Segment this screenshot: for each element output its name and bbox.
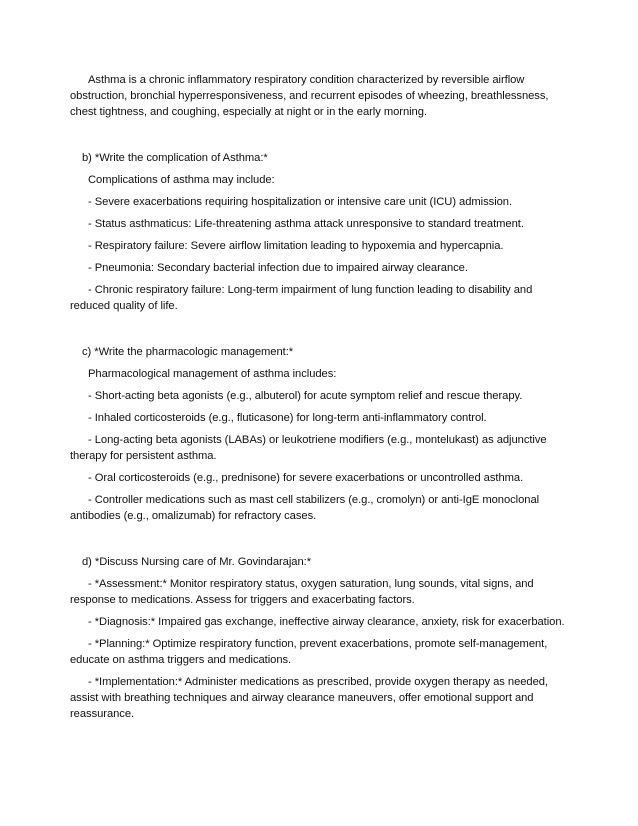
list-item: - *Implementation:* Administer medications as prescribed, provide oxygen therapy as needed, assist with breathing techniques and airway clearance maneuvers, offer emotional support and reassurance. [70, 676, 548, 720]
list-item: - Controller medications such as mast cell stabilizers (e.g., cromolyn) or anti-IgE monoclonal antibodies (e.g., omalizumab) for refractory cases. [70, 494, 540, 522]
list-item: - *Diagnosis:* Impaired gas exchange, ineffective airway clearance, anxiety, risk for exacerbation. [88, 616, 565, 628]
intro-paragraph: Asthma is a chronic inflammatory respiratory condition characterized by reversible airflow obstruction, bronchial hyperresponsiveness, and recurrent episodes of wheezing, breathlessness, chest tightness, and coughing, especially at night or in the early morning. [70, 74, 549, 118]
section-heading-pharmacologic: c) *Write the pharmacologic management:* [82, 346, 294, 358]
section-heading-complications: b) *Write the complication of Asthma:* [82, 152, 268, 164]
list-item: - *Planning:* Optimize respiratory function, prevent exacerbations, promote self-management, educate on asthma triggers and medications. [70, 638, 548, 666]
list-item: - Status asthmaticus: Life-threatening asthma attack unresponsive to standard treatment. [88, 218, 524, 230]
section-intro: Pharmacological management of asthma includes: [88, 368, 337, 380]
list-item: - Severe exacerbations requiring hospitalization or intensive care unit (ICU) admission. [88, 196, 513, 208]
list-item: - *Assessment:* Monitor respiratory status, oxygen saturation, lung sounds, vital signs, and response to medications. Assess for triggers and exacerbating factors. [70, 578, 534, 606]
list-item: - Oral corticosteroids (e.g., prednisone) for severe exacerbations or uncontrolled asthma. [88, 472, 524, 484]
list-item: - Long-acting beta agonists (LABAs) or leukotriene modifiers (e.g., montelukast) as adjunctive therapy for persistent asthma. [70, 434, 547, 462]
list-item: - Respiratory failure: Severe airflow limitation leading to hypoxemia and hypercapnia. [88, 240, 504, 252]
document-body [70, 72, 570, 722]
list-item: - Chronic respiratory failure: Long-term impairment of lung function leading to disability and reduced quality of life. [70, 284, 533, 312]
section-intro: Complications of asthma may include: [88, 174, 275, 186]
list-item: - Short-acting beta agonists (e.g., albuterol) for acute symptom relief and rescue therapy. [88, 390, 523, 402]
list-item: - Pneumonia: Secondary bacterial infection due to impaired airway clearance. [88, 262, 468, 274]
section-heading-nursing-care: d) *Discuss Nursing care of Mr. Govindarajan:* [82, 556, 311, 568]
list-item: - Inhaled corticosteroids (e.g., fluticasone) for long-term anti-inflammatory control. [88, 412, 487, 424]
